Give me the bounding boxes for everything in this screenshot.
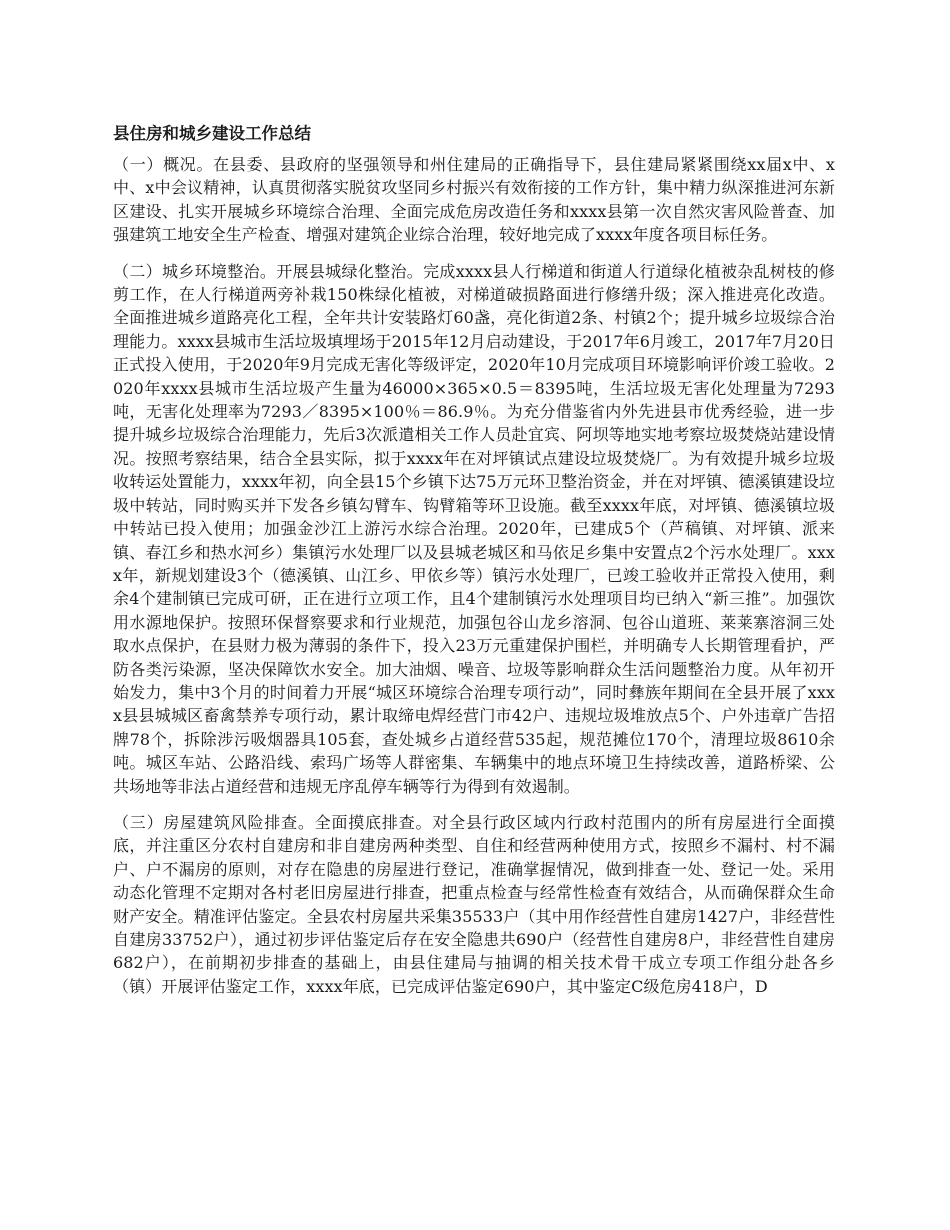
paragraph-environment: （二）城乡环境整治。开展县城绿化整治。完成xxxx县人行梯道和街道人行道绿化植被杂乱树枝的修剪工作，在人行梯道两旁补栽150株绿化植被，对梯道破损路面进行修缮升级；深入推进亮化改造。全面推进城乡道路亮化工程，全年共计安装路灯60盏，亮化街道2条、村镇2个；提升城乡垃圾综合治理能力。xxxx县城市生活垃圾填埋场于2015年12月启动建设，于2017年6月竣工，2017年7月20日正式投入使用，于2020年9月完成无害化等级评定，2020年10月完成项目环境影响评价竣工验收。2020年xxxx县城市生活垃圾产生量为46000×365×0.5＝8395吨，生活垃圾无害化处理量为7293吨，无害化处理率为7293／8395×100％＝86.9％。为充分借鉴省内外先进县市优秀经验，进一步提升城乡垃圾综合治理能力，先后3次派遣相关工作人员赴宜宾、阿坝等地实地考察垃圾焚烧站建设情况。按照考察结果，结合全县实际，拟于xxxx年在对坪镇试点建设垃圾焚烧厂。为有效提升城乡垃圾收转运处置能力，xxxx年初，向全县15个乡镇下达75万元环卫整治资金，并在对坪镇、德溪镇建设垃圾中转站，同时购买并下发各乡镇勾臂车、钩臂箱等环卫设施。截至xxxx年底，对坪镇、德溪镇垃圾中转站已投入使用；加强金沙江上游污水综合治理。2020年，已建成5个（芦稿镇、对坪镇、派来镇、春江乡和热水河乡）集镇污水处理厂以及县城老城区和马依足乡集中安置点2个污水处理厂。xxxx年，新规划建设3个（德溪镇、山江乡、甲依乡等）镇污水处理厂，已竣工验收并正常投入使用，剩余4个建制镇已完成可研，正在进行立项工作，且4个建制镇污水处理项目均已纳入“新三推”。加强饮用水源地保护。按照环保督察要求和行业规范，加强包谷山龙乡溶洞、包谷山道班、莱莱寨溶洞三处取水点保护，在县财力极为薄弱的条件下，投入23万元重建保护围栏，并明确专人长期管理看护，严防各类污染源，坚决保障饮水安全。加大油烟、噪音、垃圾等影响群众生活问题整治力度。从年初开始发力，集中3个月的时间着力开展“城区环境综合治理专项行动”，同时彝族年期间在全县开展了xxxx县县城城区畜禽禁养专项行动，累计取缔电焊经营门市42户、违规垃圾堆放点5个、户外违章广告招牌78个，拆除涉污吸烟器具105套，查处城乡占道经营535起，规范摊位170个，清理垃圾8610余吨。城区车站、公路沿线、索玛广场等人群密集、车辆集中的地点环境卫生持续改善，道路桥梁、公共场地等非法占道经营和违规无序乱停车辆等行为得到有效遏制。 bbox=[113, 261, 835, 796]
document-page bbox=[113, 122, 835, 1011]
paragraph-overview: （一）概况。在县委、县政府的坚强领导和州住建局的正确指导下，县住建局紧紧围绕xx届x中、x中、x中会议精神，认真贯彻落实脱贫攻坚同乡村振兴有效衔接的工作方针，集中精力纵深推进河东新区建设、扎实开展城乡环境综合治理、全面完成危房改造任务和xxxx县第一次自然灾害风险普查、加强建筑工地安全生产检查、增强对建筑企业综合治理，较好地完成了xxxx年度各项目标任务。 bbox=[113, 155, 835, 245]
paragraph-housing-risk: （三）房屋建筑风险排查。全面摸底排查。对全县行政区域内行政村范围内的所有房屋进行全面摸底，并注重区分农村自建房和非自建房两种类型、自住和经营两种使用方式，按照乡不漏村、村不漏户、户不漏房的原则，对存在隐患的房屋进行登记，准确掌握情况，做到排查一处、登记一处。采用动态化管理不定期对各村老旧房屋进行排查，把重点检查与经常性检查有效结合，从而确保群众生命财产安全。精准评估鉴定。全县农村房屋共采集35533户（其中用作经营性自建房1427户，非经营性自建房33752户），通过初步评估鉴定后存在安全隐患共690户（经营性自建房8户，非经营性自建房682户），在前期初步排查的基础上，由县住建局与抽调的相关技术骨干成立专项工作组分赴各乡（镇）开展评估鉴定工作，xxxx年底，已完成评估鉴定690户，其中鉴定C级危房418户，D bbox=[113, 812, 835, 996]
document-title: 县住房和城乡建设工作总结 bbox=[113, 124, 311, 143]
